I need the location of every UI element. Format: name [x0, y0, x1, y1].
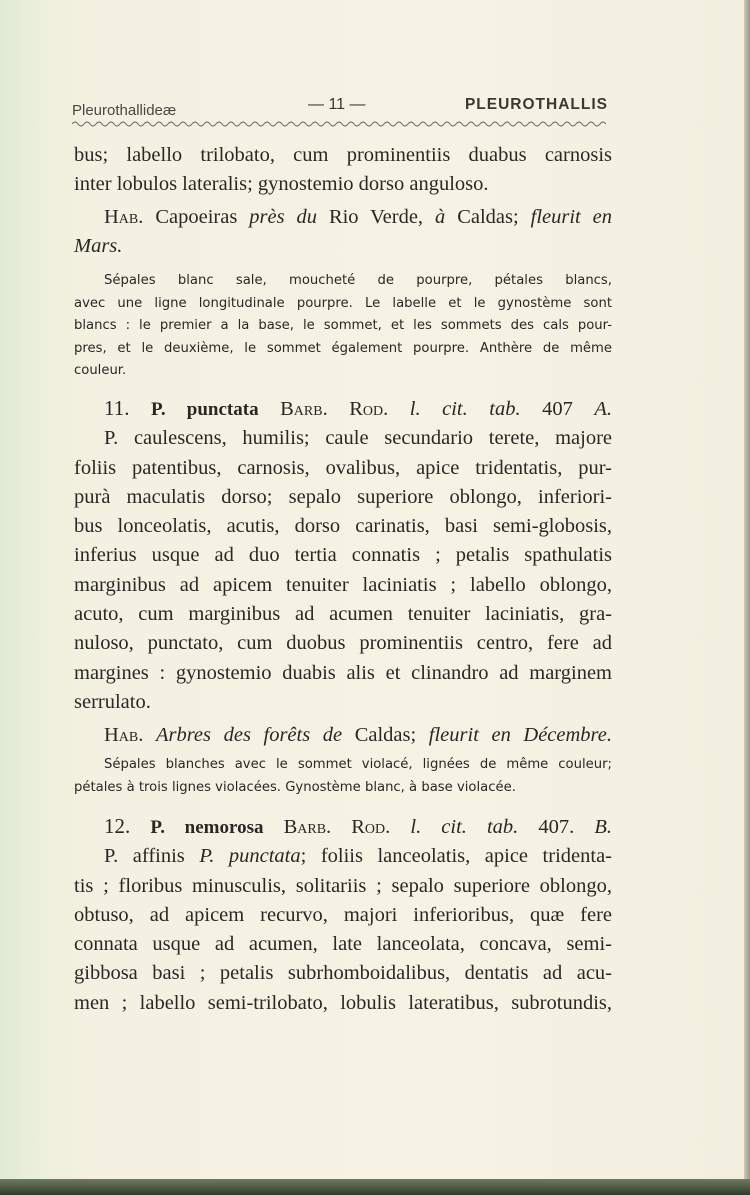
page-edge-right	[744, 0, 750, 1195]
text-line: P. affinis P. punctata; foliis lanceolatis, apice tridenta-	[104, 845, 612, 868]
habitat-line-end: Mars.	[74, 234, 123, 257]
continued-description	[74, 141, 612, 261]
text-line: men ; labello semi-trilobato, lobulis lateratibus, subrotundis,	[74, 991, 612, 1014]
french-note-1	[74, 270, 612, 383]
page-edge-bottom	[0, 1179, 750, 1195]
header-section-name: Pleurothallideæ	[72, 102, 177, 119]
running-header	[72, 96, 608, 120]
species-heading: 12. P. nemorosa Barb. Rod. l. cit. tab. 407. B.	[104, 814, 613, 838]
species-heading: 11. P. punctata Barb. Rod. l. cit. tab. 407 A.	[104, 396, 613, 420]
habitat-line: Hab. Capoeiras près du Rio Verde, à Caldas; fleurit en	[104, 205, 613, 228]
text-line: inferius usque ad duo tertia connatis ; petalis spathulatis	[74, 544, 612, 567]
header-genus: PLEUROTHALLIS	[464, 96, 608, 113]
text-line: nuloso, punctato, cum duobus prominentiis centro, fere ad	[74, 632, 612, 655]
text-line: foliis patentibus, carnosis, ovalibus, apice tridentatis, pur-	[74, 456, 612, 479]
text-line: bus lonceolatis, acutis, dorso carinatis, basi semi-globosis,	[74, 515, 612, 538]
ornamental-wavy-rule	[72, 118, 606, 130]
text-line: bus; labello trilobato, cum prominentiis duabus carnosis	[74, 144, 612, 166]
habitat-line: Hab. Arbres des forêts de Caldas; fleurit en Décembre.	[104, 724, 612, 747]
page-number: — 11 —	[308, 96, 366, 113]
note-line: Sépales blanc sale, moucheté de pourpre, pétales blancs,	[104, 273, 612, 288]
note-line: pres, et le deuxième, le sommet également pourpre. Anthère de même	[74, 340, 612, 356]
species-name: P. punctata	[151, 399, 259, 420]
note-line: avec une ligne longitudinale pourpre. Le labelle et le gynostème sont	[74, 295, 612, 311]
text-line: obtuso, ad apicem recurvo, majori inferioribus, quæ fere	[74, 903, 612, 926]
note-line: Sépales blanches avec le sommet violacé, lignées de même couleur;	[104, 757, 612, 772]
text-line: marginibus ad apicem tenuiter laciniatis ; labello oblongo,	[74, 573, 612, 596]
species-12-entry	[74, 812, 612, 1018]
note-line: blancs : le premier a la base, le sommet, et les sommets des cals pour-	[74, 318, 612, 334]
text-line: acuto, cum marginibus ad acumen tenuiter laciniatis, gra-	[74, 603, 612, 626]
text-line: tis ; floribus minusculis, solitariis ; sepalo superiore oblongo,	[74, 874, 612, 897]
species-name: P. nemorosa	[150, 817, 264, 838]
text-line: margines : gynostemio duabis alis et clinandro ad marginem	[74, 661, 612, 684]
text-line: purà maculatis dorso; sepalo superiore oblongo, inferiori-	[74, 485, 612, 508]
french-note-2	[74, 754, 612, 799]
note-line: couleur.	[74, 363, 127, 379]
text-line: gibbosa basi ; petalis subrhomboidalibus, dentatis ad acu-	[74, 962, 612, 985]
species-11-entry	[74, 394, 612, 751]
text-line: P. caulescens, humilis; caule secundario terete, majore	[104, 427, 612, 450]
note-line: pétales à trois lignes violacées. Gynostème blanc, à base violacée.	[74, 779, 516, 795]
text-line: serrulato.	[74, 690, 151, 713]
text-line: inter lobulos lateralis; gynostemio dorso anguloso.	[74, 173, 489, 196]
text-line: connata usque ad acumen, late lanceolata, concava, semi-	[74, 933, 612, 956]
